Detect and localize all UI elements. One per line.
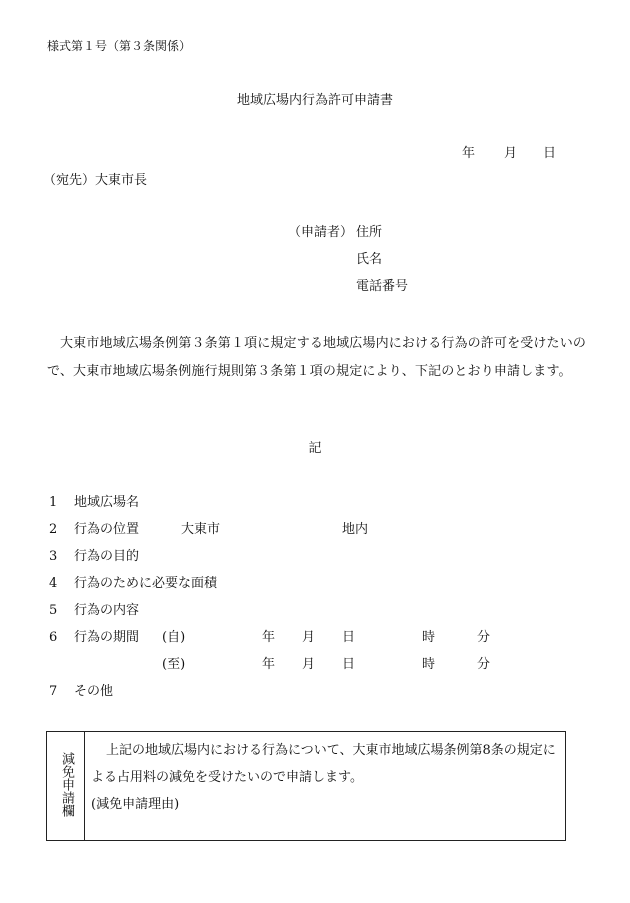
item-number: 1 — [49, 495, 58, 510]
period-year-label: 年 — [262, 657, 276, 672]
period-to-label: (至) — [162, 657, 186, 672]
reduction-application-box — [46, 731, 566, 841]
location-city: 大東市 — [181, 522, 221, 537]
document-title: 地域広場内行為許可申請書 — [236, 93, 393, 108]
date-month-label: 月 — [504, 146, 518, 161]
item-row-period-from — [0, 629, 630, 647]
ki-heading: 記 — [308, 441, 322, 456]
applicant-phone-label: 電話番号 — [356, 279, 409, 294]
reduction-reason-label: (減免申請理由) — [91, 797, 180, 812]
item-number: 3 — [49, 549, 58, 564]
reduction-label: 減免申請欄 — [59, 752, 74, 817]
item-row-other — [0, 683, 630, 701]
item-row-content — [0, 602, 630, 620]
item-number: 5 — [49, 603, 58, 618]
item-row-purpose — [0, 548, 630, 566]
date-day-label: 日 — [543, 146, 557, 161]
item-number: 7 — [49, 684, 58, 699]
period-from-label: (自) — [162, 630, 186, 645]
period-minute-label: 分 — [477, 657, 491, 672]
location-suffix: 地内 — [342, 522, 369, 537]
period-day-label: 日 — [342, 657, 356, 672]
reduction-content — [91, 737, 559, 818]
reduction-label-cell — [47, 732, 85, 840]
applicant-name-label: 氏名 — [356, 252, 383, 267]
application-statement: 大東市地域広場条例第３条第１項に規定する地域広場内における行為の許可を受けたいので、大東市地域広場条例施行規則第３条第１項の規定により、下記のとおり申請します。 — [47, 336, 587, 379]
item-row-area — [0, 575, 630, 593]
period-hour-label: 時 — [422, 630, 436, 645]
item-label: 行為のために必要な面積 — [74, 576, 218, 591]
item-number: 4 — [49, 576, 58, 591]
item-row-plaza-name — [0, 494, 630, 512]
period-minute-label: 分 — [477, 630, 491, 645]
addressee: （宛先）大東市長 — [43, 173, 148, 188]
item-label: 地域広場名 — [74, 495, 140, 510]
item-label: 行為の期間 — [74, 630, 140, 645]
item-number: 6 — [49, 630, 58, 645]
period-month-label: 月 — [302, 630, 316, 645]
item-row-location — [0, 521, 630, 539]
period-year-label: 年 — [262, 630, 276, 645]
period-month-label: 月 — [302, 657, 316, 672]
reduction-statement: 上記の地域広場内における行為について、大東市地域広場条例第8条の規定による占用料の減免を受けたいので申請します。 — [91, 743, 556, 785]
period-hour-label: 時 — [422, 657, 436, 672]
date-year-label: 年 — [462, 146, 476, 161]
applicant-address-label: 住所 — [356, 225, 383, 240]
form-number: 様式第１号（第３条関係） — [47, 39, 192, 53]
item-label: 行為の位置 — [74, 522, 140, 537]
period-day-label: 日 — [342, 630, 356, 645]
applicant-label: （申請者） — [288, 225, 354, 240]
item-number: 2 — [49, 522, 58, 537]
item-label: 行為の内容 — [74, 603, 140, 618]
item-label: 行為の目的 — [74, 549, 140, 564]
item-row-period-to — [0, 656, 630, 674]
item-label: その他 — [74, 684, 114, 699]
